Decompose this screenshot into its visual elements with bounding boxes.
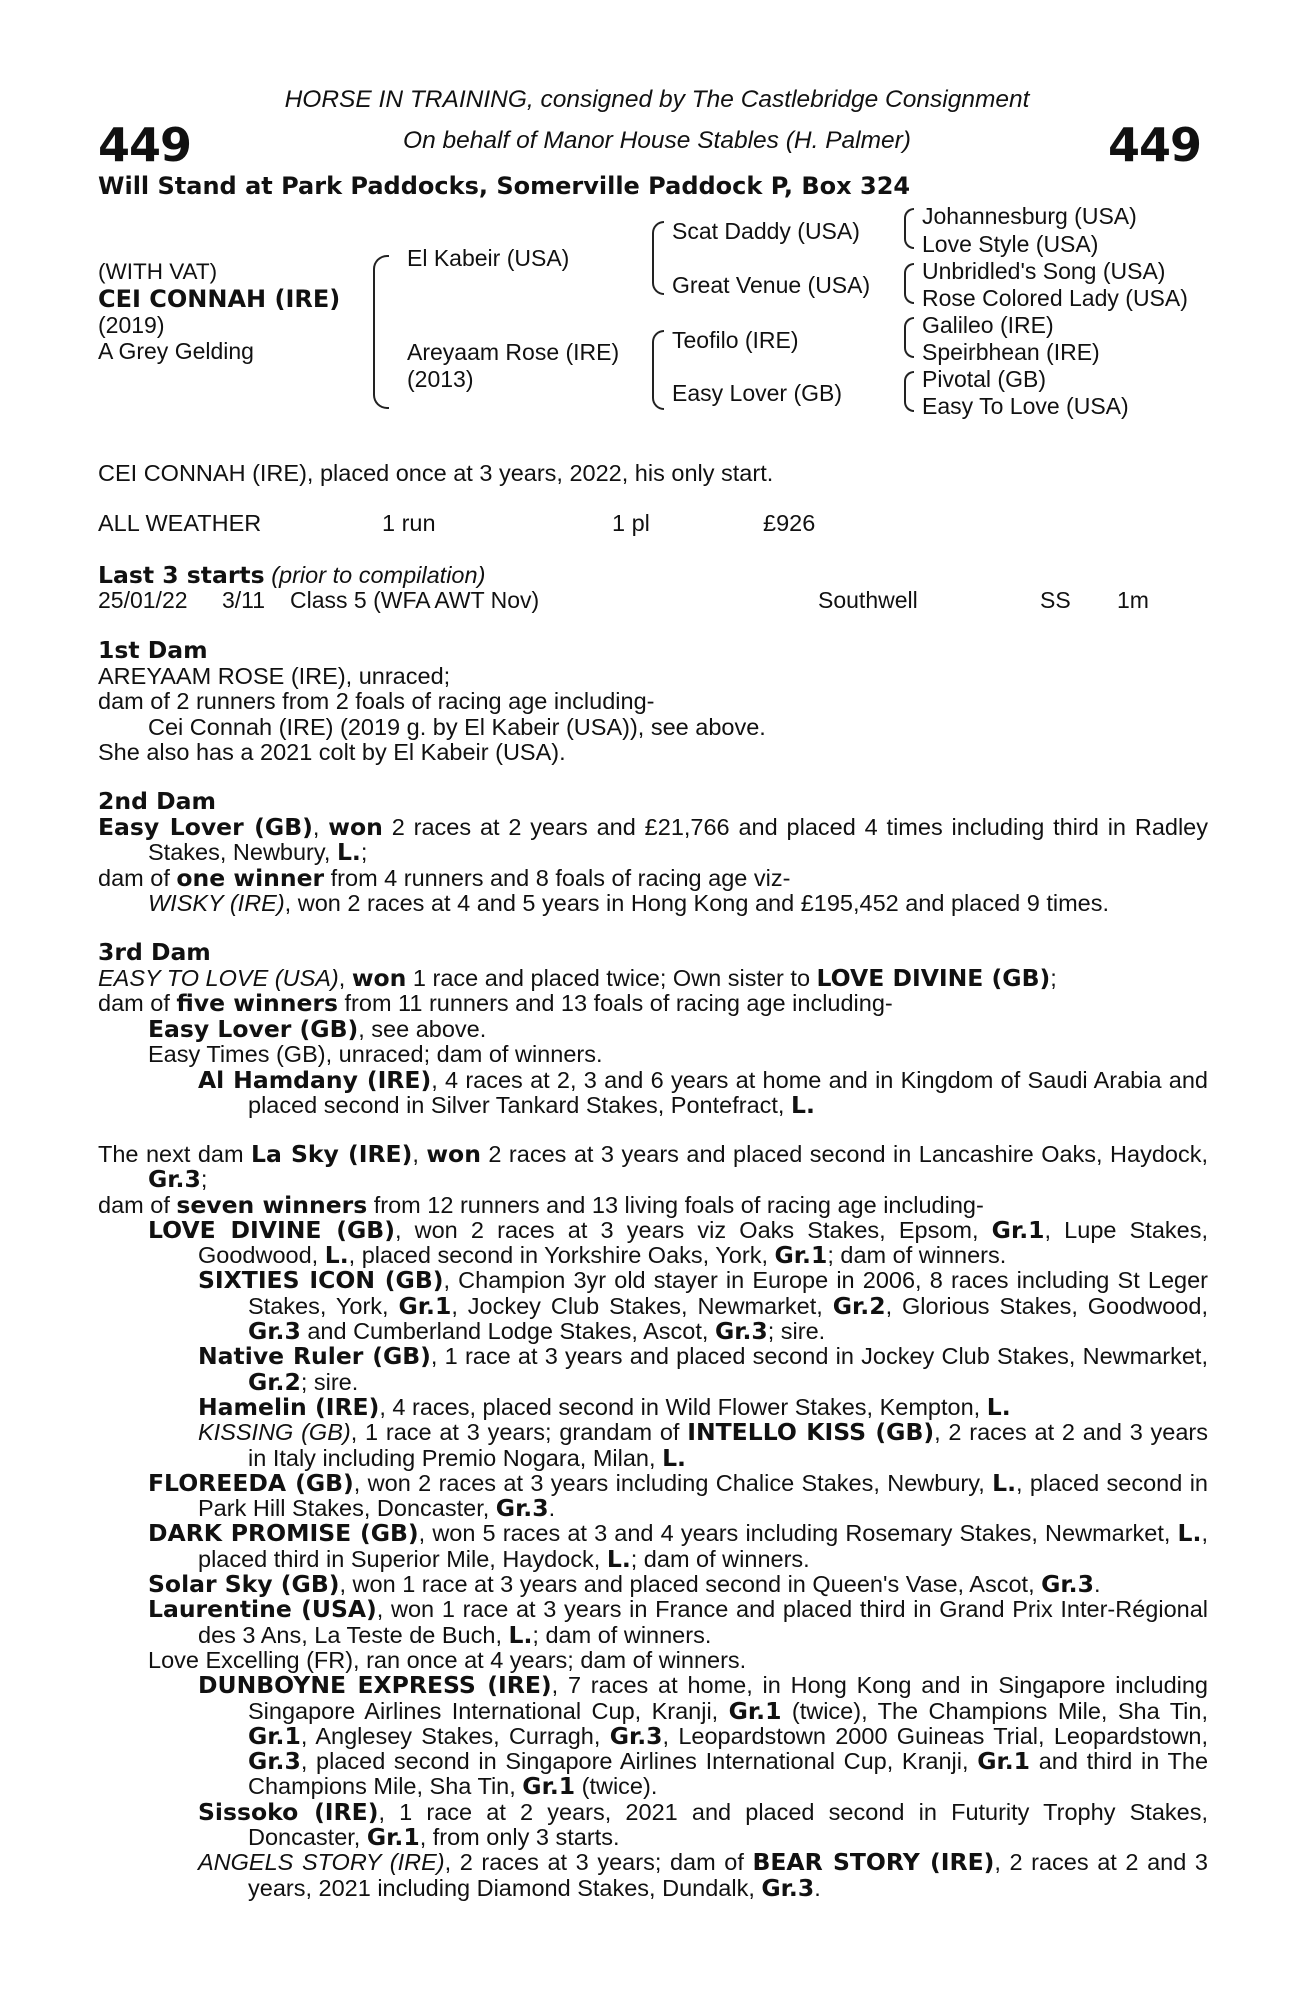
dunboyne-express-entry: [98, 1673, 1208, 1799]
group-label: Gr.1: [728, 1696, 782, 1725]
won-label: won: [426, 1140, 481, 1168]
record-surface: ALL WEATHER: [98, 510, 262, 536]
stand-location: Will Stand at Park Paddocks, Somerville Paddock P, Box 324: [98, 172, 911, 200]
brace-dd: [904, 371, 914, 412]
sister-name: LOVE DIVINE (GB): [816, 963, 1051, 992]
text: , from only 3 starts.: [419, 1824, 620, 1851]
first-dam-heading: 1st Dam: [98, 636, 208, 664]
listed-label: L.: [1177, 1519, 1202, 1548]
punct: ;: [360, 839, 368, 865]
al-hamdany-text: , 4 races at 2, 3 and 6 years at home and in Kingdom of Saudi Arabia and placed second in Silver Tankard Stakes, Pontefract,: [248, 1066, 1209, 1118]
won-label: won: [351, 963, 407, 992]
love-divine-name: LOVE DIVINE (GB): [148, 1215, 395, 1244]
listed-label: L.: [606, 1544, 631, 1573]
start-course: Southwell: [818, 587, 918, 613]
vat-label: (WITH VAT): [98, 259, 218, 284]
listed-label: L.: [986, 1392, 1011, 1421]
text: and third in The Champions Mile, Sha Tin,: [248, 1748, 1209, 1800]
sixties-icon-name: SIXTIES ICON (GB): [198, 1266, 444, 1295]
wisky-text: , won 2 races at 4 and 5 years in Hong Kong and £195,452 and placed 9 times.: [284, 890, 1110, 916]
group-label: Gr.1: [366, 1823, 420, 1852]
sds: Unbridled's Song (USA): [922, 258, 1166, 284]
group-label: Gr.3: [248, 1317, 301, 1346]
ssd: Love Style (USA): [922, 231, 1099, 257]
easy-lover-entry: [98, 1014, 1208, 1043]
text: (twice).: [575, 1773, 658, 1800]
text: , Champion 3yr old stayer in Europe in 2006, 8 races including St Leger Stakes, York,: [248, 1267, 1208, 1319]
record-placed: 1 pl: [612, 510, 650, 536]
floreeda-name: FLOREEDA (GB): [148, 1468, 354, 1497]
third-dam-heading: 3rd Dam: [98, 938, 211, 966]
easy-times-entry: Easy Times (GB), unraced; dam of winners.: [148, 1041, 603, 1067]
horse-year: (2019): [98, 312, 165, 338]
text: , won 5 races at 3 and 4 years including Rosemary Stakes, Newmarket,: [418, 1520, 1178, 1547]
start-going: SS: [1040, 587, 1071, 613]
text: , Leopardstown 2000 Guineas Trial, Leopardstown,: [662, 1722, 1209, 1749]
produce-text: from 4 runners and 8 foals of racing age viz-: [324, 864, 791, 891]
ddd: Easy To Love (USA): [922, 393, 1129, 419]
winners-count: five winners: [176, 989, 338, 1017]
bear-story-name: BEAR STORY (IRE): [752, 1848, 995, 1877]
produce-text: from 11 runners and 13 foals of racing age including-: [337, 990, 893, 1016]
start-date: 25/01/22: [98, 587, 188, 613]
second-dam-text: 2 races at 2 years and £21,766 and placed 4 times including third in Radley Stakes, Newbury,: [148, 813, 1208, 865]
sire-dam: Great Venue (USA): [672, 272, 871, 298]
group-label: Gr.3: [495, 1494, 549, 1523]
text: ; dam of winners.: [827, 1242, 1007, 1269]
listed-label: L.: [508, 1620, 533, 1649]
text: , 2 races at 2 and 3 years in Italy including Premio Nogara, Milan,: [248, 1419, 1209, 1471]
hamelin-name: Hamelin (IRE): [198, 1392, 380, 1421]
text: , 2 races at 3 years; dam of: [444, 1849, 753, 1876]
dunboyne-express-name: DUNBOYNE EXPRESS (IRE): [198, 1671, 552, 1700]
laurentine-entry: [98, 1597, 1208, 1648]
winners-count: one winner: [176, 863, 325, 892]
dds: Pivotal (GB): [922, 366, 1046, 392]
text: .: [1093, 1571, 1101, 1598]
group-label: Gr.1: [522, 1772, 576, 1801]
native-ruler-entry: [98, 1344, 1208, 1395]
listed-label: L.: [790, 1091, 815, 1119]
next-dam-name: La Sky (IRE): [251, 1140, 413, 1168]
group-label: Gr.3: [148, 1165, 201, 1194]
easy-lover-text: , see above.: [358, 1015, 487, 1042]
text: , 7 races at home, in Hong Kong and in Singapore including Singapore Airlines International Cup, Kranji,: [248, 1672, 1209, 1724]
lot-number-right: 449: [1108, 118, 1202, 172]
race-summary: CEI CONNAH (IRE), placed once at 3 years, 2022, his only start.: [98, 460, 774, 486]
text: ; dam of winners.: [630, 1545, 810, 1572]
angels-story-name: ANGELS STORY (IRE): [198, 1849, 445, 1876]
punct: ;: [1050, 964, 1057, 991]
first-dam-line2: dam of 2 runners from 2 foals of racing age including-: [98, 688, 655, 714]
third-dam-produce: [98, 991, 1208, 1017]
al-hamdany-entry: [98, 1065, 1209, 1119]
dam-sire: Teofilo (IRE): [672, 327, 799, 353]
brace-main: [373, 255, 389, 409]
third-dam-record: EASY TO LOVE (USA), won 1 race and placed twice; Own sister to LOVE DIVINE (GB);: [98, 963, 1057, 992]
group-label: Gr.3: [761, 1873, 815, 1902]
second-dam-heading: 2nd Dam: [98, 787, 216, 815]
group-label: Gr.3: [609, 1721, 663, 1750]
text: and Cumberland Lodge Stakes, Ascot,: [300, 1318, 715, 1345]
next-dam-record: The next dam La Sky (IRE), won 2 races at 3 years and placed second in Lancashire Oaks, Haydock, Gr.3;: [98, 1140, 1208, 1194]
produce-text: dam of: [98, 990, 177, 1016]
group-label: Gr.1: [398, 1291, 452, 1320]
first-dam-section: [98, 638, 1208, 766]
listed-label: L.: [324, 1241, 349, 1270]
group-label: Gr.1: [977, 1747, 1031, 1776]
text: ; sire.: [300, 1368, 359, 1395]
listed-label: L.: [662, 1443, 686, 1472]
text: , placed third in Superior Mile, Haydock,: [198, 1520, 1208, 1572]
sissoko-entry: [98, 1797, 1208, 1852]
sss: Johannesburg (USA): [922, 203, 1137, 229]
horse-name: CEI CONNAH (IRE): [98, 285, 341, 313]
second-dam-record: Easy Lover (GB), won 2 races at 2 years and £21,766 and placed 4 times including third in Radley Stakes, Newbury, L.;: [98, 812, 1208, 866]
sire-sire: Scat Daddy (USA): [672, 218, 860, 244]
text: , won 1 race at 3 years and placed second in Queen's Vase, Ascot,: [339, 1571, 1042, 1598]
text: , Glorious Stakes, Goodwood,: [885, 1292, 1208, 1319]
native-ruler-name: Native Ruler (GB): [198, 1342, 431, 1371]
text: , Jockey Club Stakes, Newmarket,: [451, 1292, 833, 1319]
text: , won 2 races at 3 years viz Oaks Stakes, Epsom,: [394, 1216, 992, 1243]
dam-year: (2013): [407, 366, 474, 392]
second-dam-name: Easy Lover (GB): [98, 812, 313, 841]
easy-lover-name: Easy Lover (GB): [148, 1014, 359, 1043]
third-dam-section: [98, 940, 1208, 1119]
text: , placed second in Singapore Airlines International Cup, Kranji,: [300, 1748, 978, 1775]
second-dam-section: [98, 789, 1208, 917]
dam: Areyaam Rose (IRE): [407, 339, 620, 365]
text: , won 1 race at 3 years in France and placed third in Grand Prix Inter-Régional des 3 Ans, La Teste de Buch,: [198, 1596, 1208, 1648]
group-label: Gr.2: [248, 1367, 301, 1396]
text: , 4 races, placed second in Wild Flower Stakes, Kempton,: [379, 1393, 987, 1420]
text: , Lupe Stakes, Goodwood,: [198, 1216, 1208, 1269]
text: .: [548, 1495, 556, 1522]
wisky-entry: [98, 891, 1208, 917]
listed-label: L.: [992, 1468, 1017, 1497]
next-dam-produce: [98, 1190, 1208, 1219]
solar-sky-entry: [98, 1572, 1208, 1597]
brace-ds: [904, 317, 914, 358]
dam-dam: Easy Lover (GB): [672, 380, 842, 406]
third-dam-text: 1 race and placed twice; Own sister to: [406, 964, 817, 991]
first-dam-line3: Cei Connah (IRE) (2019 g. by El Kabeir (USA)), see above.: [148, 713, 766, 740]
record-runs: 1 run: [382, 510, 436, 536]
floreeda-entry: [98, 1468, 1208, 1523]
first-dam-line4: She also has a 2021 colt by El Kabeir (USA).: [98, 739, 566, 765]
text: , placed second in Park Hill Stakes, Doncaster,: [198, 1469, 1208, 1522]
group-label: Gr.1: [774, 1241, 828, 1270]
sdd: Rose Colored Lady (USA): [922, 285, 1188, 311]
second-dam-produce: [98, 863, 1208, 892]
angels-story-entry: [98, 1850, 1208, 1901]
brace-ss: [904, 208, 914, 249]
third-dam-name: EASY TO LOVE (USA): [98, 964, 339, 991]
group-label: Gr.1: [991, 1215, 1045, 1244]
text: , Anglesey Stakes, Curragh,: [300, 1722, 610, 1749]
dark-promise-entry: [98, 1521, 1208, 1572]
hamelin-entry: [98, 1392, 1208, 1421]
first-dam-line1: AREYAAM ROSE (IRE), unraced;: [98, 662, 451, 689]
text: , placed second in Yorkshire Oaks, York,: [348, 1242, 775, 1269]
last-starts-note: (prior to compilation): [271, 562, 486, 588]
won-label: won: [328, 812, 383, 841]
start-race: Class 5 (WFA AWT Nov): [290, 587, 540, 613]
group-label: Gr.3: [1041, 1570, 1094, 1599]
next-dam-text: 2 races at 3 years and placed second in Lancashire Oaks, Haydock,: [480, 1141, 1208, 1167]
intello-kiss-name: INTELLO KISS (GB): [687, 1418, 935, 1447]
brace-dam: [652, 330, 664, 410]
text: (twice), The Champions Mile, Sha Tin,: [781, 1697, 1208, 1724]
solar-sky-name: Solar Sky (GB): [148, 1570, 340, 1599]
kissing-name: KISSING (GB): [198, 1419, 351, 1446]
last-starts-heading: Last 3 starts: [98, 561, 265, 589]
start-position: 3/11: [222, 587, 266, 613]
record-earnings: £926: [763, 510, 816, 536]
winners-count: seven winners: [176, 1190, 368, 1219]
text: .: [814, 1874, 821, 1901]
text: , won 2 races at 3 years including Chalice Stakes, Newbury,: [353, 1469, 993, 1496]
produce-text: from 12 runners and 13 living foals of racing age including-: [367, 1191, 984, 1218]
text: , 2 races at 2 and 3 years, 2021 including Diamond Stakes, Dundalk,: [248, 1849, 1208, 1901]
text: ; sire.: [767, 1318, 826, 1345]
horse-description: A Grey Gelding: [98, 338, 254, 364]
lot-number-left: 449: [98, 118, 192, 172]
group-label: Gr.1: [248, 1721, 301, 1750]
next-dam-section: [98, 1142, 1208, 1901]
next-dam-intro: The next dam: [98, 1141, 252, 1167]
text: , 1 race at 3 years and placed second in Jockey Club Stakes, Newmarket,: [430, 1343, 1208, 1370]
text: , 1 race at 2 years, 2021 and placed second in Futurity Trophy Stakes, Doncaster,: [248, 1798, 1208, 1851]
text: , 1 race at 3 years; grandam of: [350, 1419, 688, 1446]
group-label: Gr.3: [248, 1747, 301, 1776]
sissoko-name: Sissoko (IRE): [198, 1797, 379, 1826]
dss: Galileo (IRE): [922, 312, 1054, 338]
start-distance: 1m: [1117, 587, 1149, 613]
group-label: Gr.2: [832, 1291, 886, 1320]
al-hamdany-name: Al Hamdany (IRE): [198, 1065, 432, 1094]
produce-text: dam of: [98, 864, 177, 891]
listed-label: L.: [336, 838, 361, 866]
produce-text: dam of: [98, 1191, 177, 1218]
sire: El Kabeir (USA): [407, 245, 570, 271]
love-excelling-entry: Love Excelling (FR), ran once at 4 years; dam of winners.: [148, 1646, 747, 1673]
sixties-icon-entry: [98, 1268, 1208, 1344]
love-divine-entry: [98, 1215, 1208, 1270]
kissing-entry: [98, 1420, 1208, 1471]
punct: ;: [200, 1166, 208, 1193]
dark-promise-name: DARK PROMISE (GB): [148, 1519, 419, 1548]
header-vendor: On behalf of Manor House Stables (H. Palmer): [403, 127, 911, 154]
wisky-name: WISKY (IRE): [148, 890, 285, 916]
header-consignor: HORSE IN TRAINING, consigned by The Castlebridge Consignment: [284, 86, 1030, 113]
brace-sire: [652, 221, 664, 295]
laurentine-name: Laurentine (USA): [148, 1595, 377, 1624]
brace-sd: [904, 263, 914, 304]
group-label: Gr.3: [714, 1317, 768, 1346]
dsd: Speirbhean (IRE): [922, 339, 1100, 365]
text: ; dam of winners.: [532, 1621, 712, 1648]
